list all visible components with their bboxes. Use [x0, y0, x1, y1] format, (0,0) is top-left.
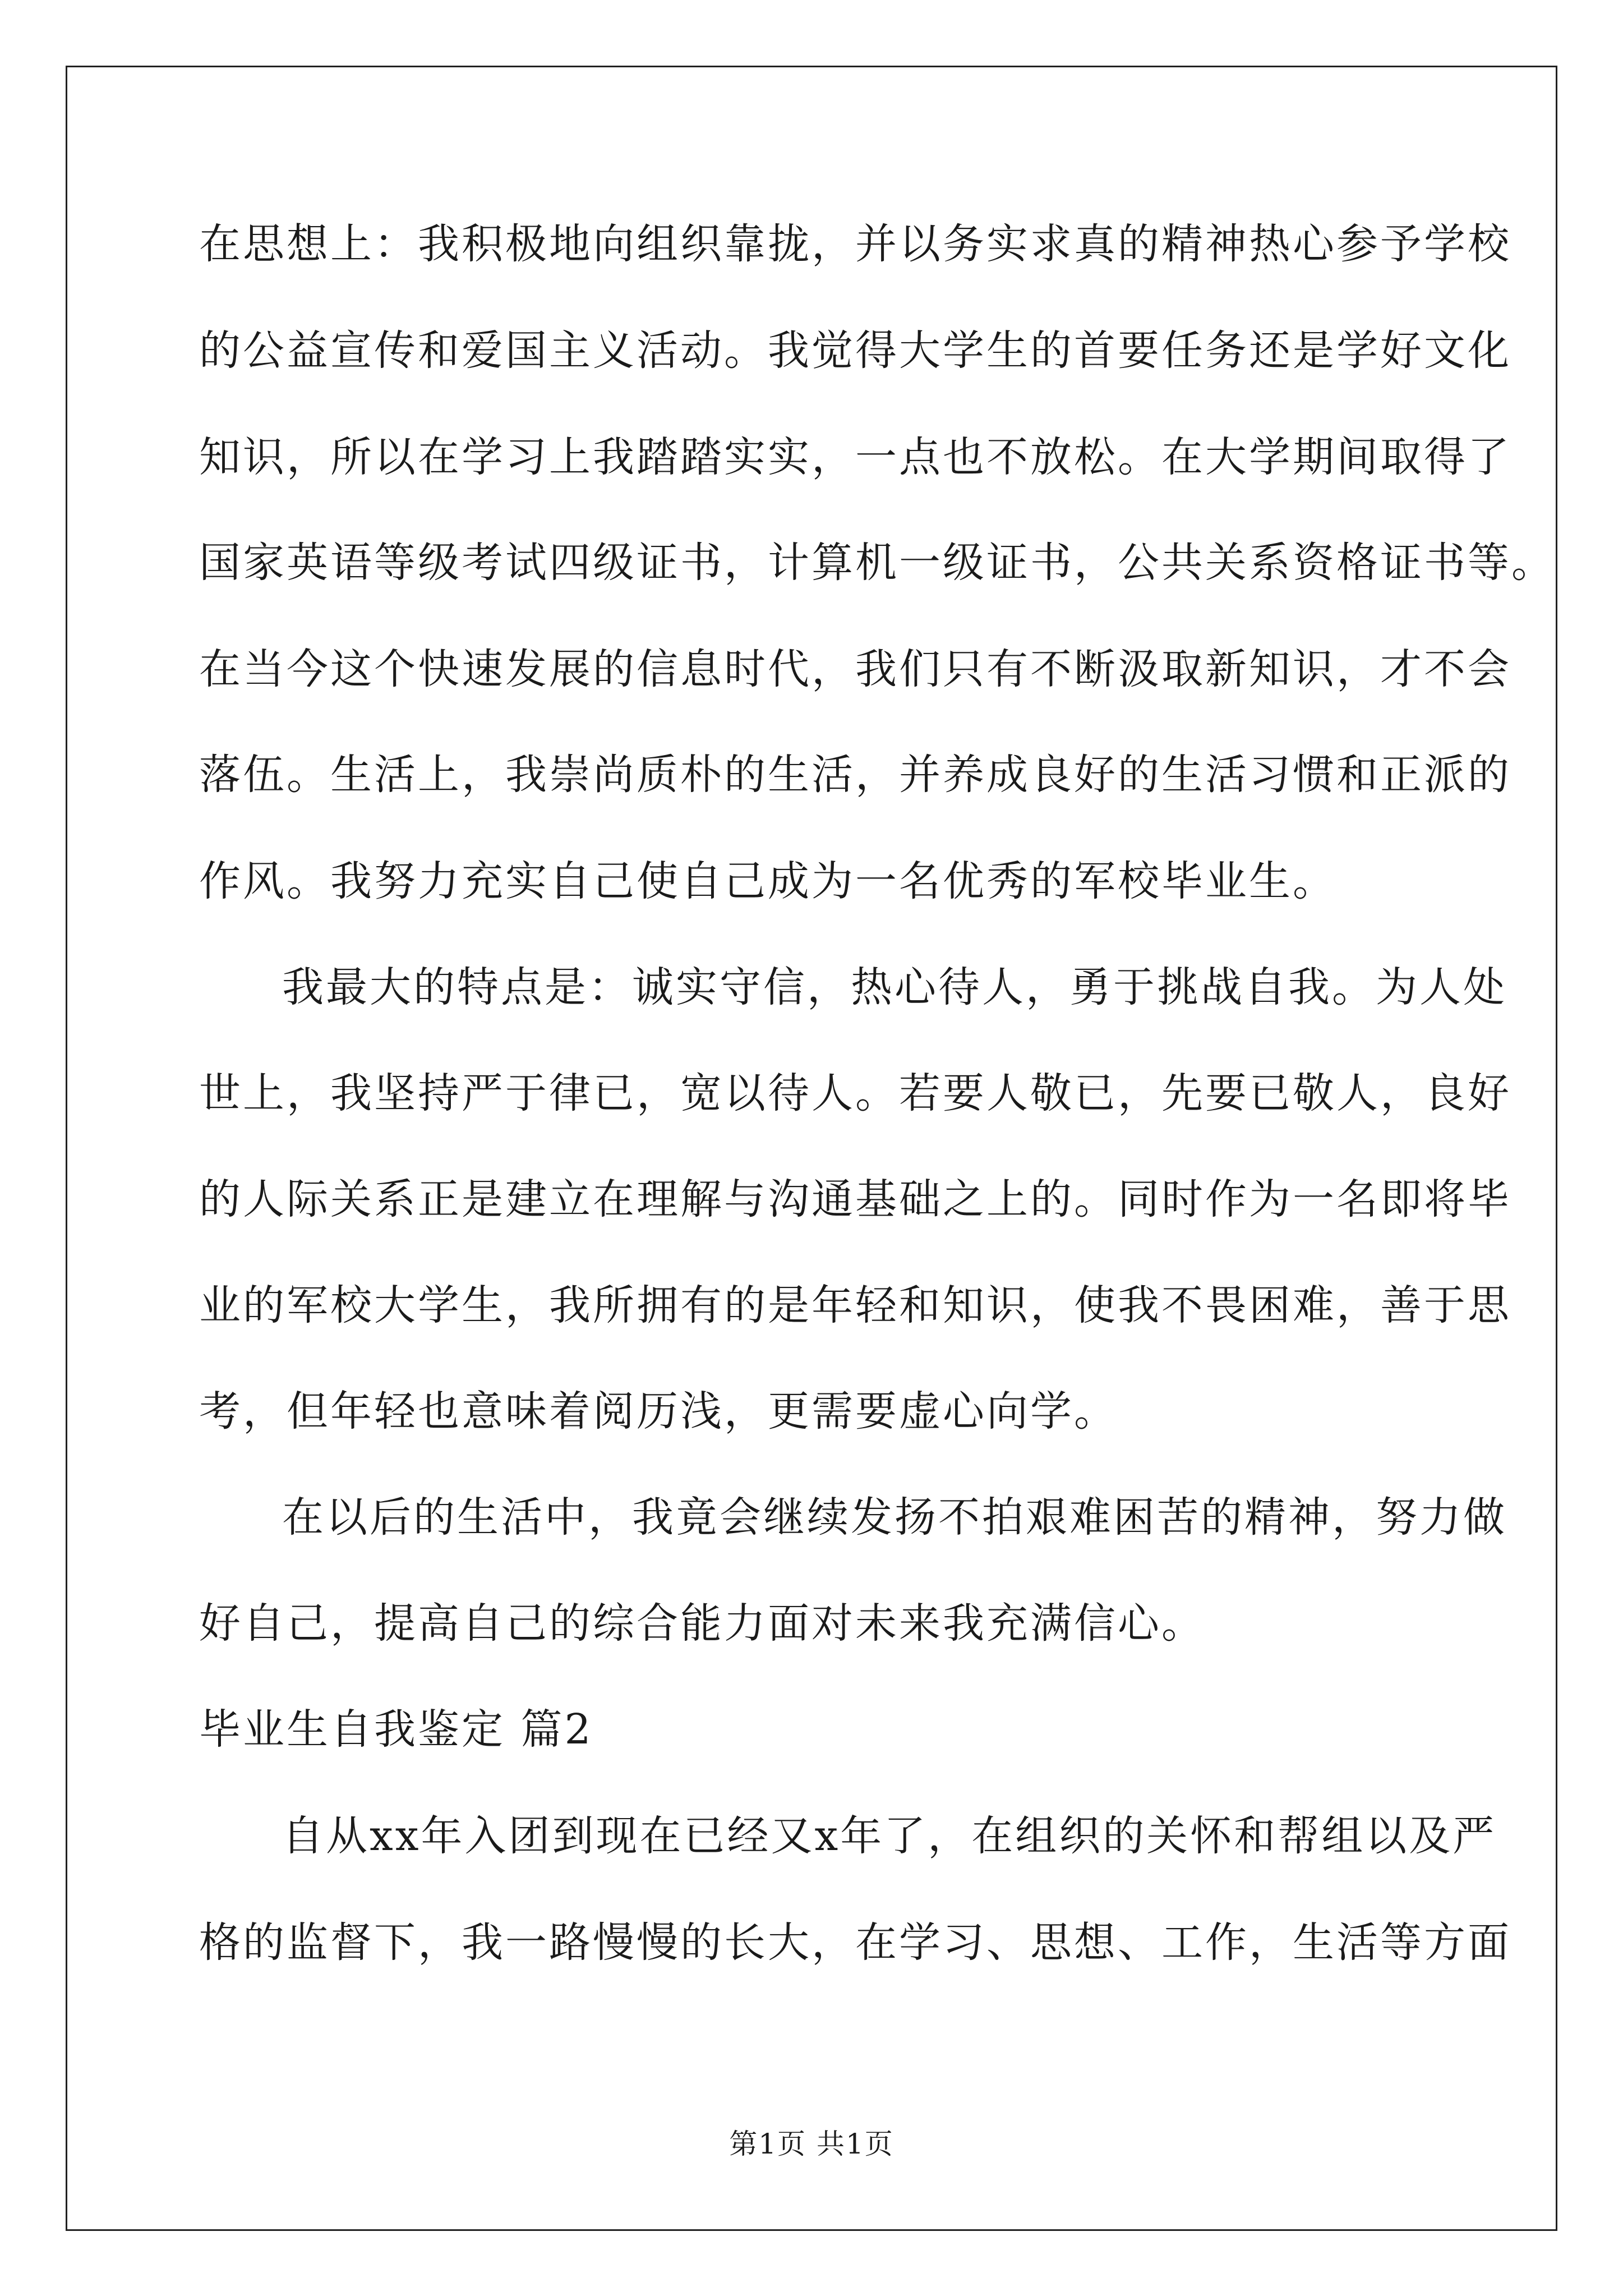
text-line: 好自己，提高自己的综合能力面对未来我充满信心。	[199, 1599, 1205, 1648]
paragraph-start-line: 自从xx年入团到现在已经又x年了，在组织的关怀和帮组以及严	[282, 1812, 1497, 1860]
text-line: 国家英语等级考试四级证书，计算机一级证书，公共关系资格证书等。	[199, 539, 1555, 587]
text-line: 的公益宣传和爱国主义活动。我觉得大学生的首要任务还是学好文化	[199, 326, 1511, 375]
text-line: 知识，所以在学习上我踏踏实实，一点也不放松。在大学期间取得了	[199, 433, 1511, 481]
section-heading: 毕业生自我鉴定 篇2	[199, 1705, 593, 1754]
text-line: 的人际关系正是建立在理解与沟通基础之上的。同时作为一名即将毕	[199, 1175, 1511, 1223]
text-line: 业的军校大学生，我所拥有的是年轻和知识，使我不畏困难，善于思	[199, 1281, 1511, 1329]
text-line: 作风。我努力充实自己使自己成为一名优秀的军校毕业生。	[199, 857, 1336, 905]
text-line: 考，但年轻也意味着阅历浅，更需要虚心向学。	[199, 1387, 1118, 1435]
text-line: 世上，我坚持严于律已，宽以待人。若要人敬已，先要已敬人，良好	[199, 1069, 1511, 1117]
text-line: 落伍。生活上，我崇尚质朴的生活，并养成良好的生活习惯和正派的	[199, 751, 1511, 799]
text-line: 在思想上：我积极地向组织靠拢，并以务实求真的精神热心参予学校	[199, 220, 1511, 268]
paragraph-start-line: 在以后的生活中，我竟会继续发扬不拍艰难困苦的精神，努力做	[282, 1493, 1507, 1542]
page-border	[66, 66, 1557, 2231]
page-footer: 第1页 共1页	[729, 2128, 894, 2160]
paragraph-start-line: 我最大的特点是：诚实守信，热心待人，勇于挑战自我。为人处	[282, 963, 1507, 1011]
text-line: 在当今这个快速发展的信息时代，我们只有不断汲取新知识，才不会	[199, 645, 1511, 693]
text-line: 格的监督下，我一路慢慢的长大，在学习、思想、工作，生活等方面	[199, 1918, 1511, 1967]
